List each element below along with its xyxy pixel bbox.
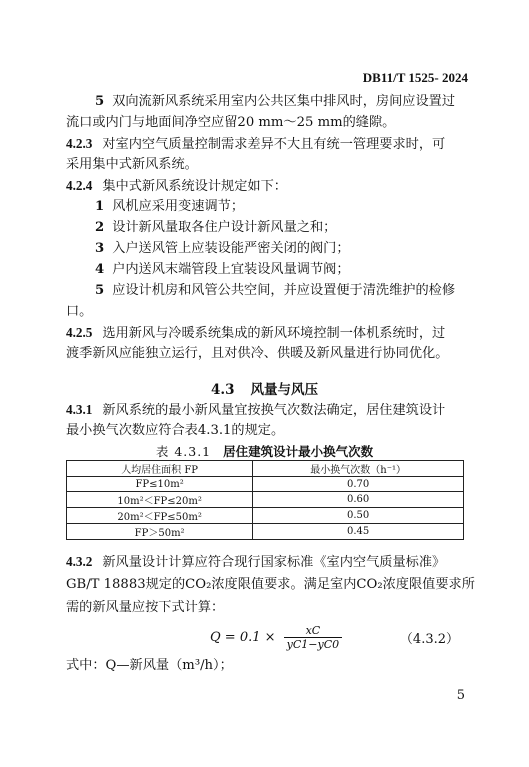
table-caption <box>0 442 529 460</box>
list-item <box>95 197 495 216</box>
text-line: 渡季新风应能独立运行，且对供冷、供暖及新风量进行协同优化。 <box>66 346 449 361</box>
formula-numerator: xC <box>284 624 342 638</box>
list-item <box>95 260 495 279</box>
item-text: 风机应采用变速调节； <box>112 199 245 214</box>
clause-text: 选用新风与冷暖系统集成的新风环境控制一体机系统时，过 <box>102 326 446 341</box>
section-number: 4.3 <box>211 382 235 398</box>
list-item <box>95 92 495 111</box>
clause-number: 4.3.2 <box>66 554 93 569</box>
clause-text: 对室内空气质量控制需求差异不大且有统一管理要求时，可 <box>102 137 446 152</box>
list-item <box>95 218 495 237</box>
clause-number: 4.2.5 <box>66 325 93 340</box>
section-title: 风量与风压 <box>250 382 318 398</box>
item-number: 1 <box>95 199 105 214</box>
item-text: 入户送风管上应装设能严密关闭的阀门； <box>112 241 350 256</box>
item-text: 应设计机房和风管公共空间，并应设置便于清洗维护的检修 <box>112 283 456 298</box>
item-number: 3 <box>95 241 105 256</box>
formula-lhs: Q = 0.1 × <box>210 630 276 645</box>
formula <box>210 624 342 651</box>
table-cell: 20m²＜FP≤50m² <box>67 508 253 524</box>
table-cell: 0.45 <box>253 524 464 540</box>
table-cell: FP＞50m² <box>67 524 253 540</box>
text-line: 需的新风量应按下式计算： <box>66 600 225 615</box>
clause-text: 新风量设计计算应符合现行国家标准《室内空气质量标准》 <box>102 555 446 570</box>
clause-number: 4.2.3 <box>66 136 93 151</box>
table-title: 居住建筑设计最小换气次数 <box>223 444 374 459</box>
table-cell: 0.60 <box>253 492 464 508</box>
table-cell: FP≤10m² <box>67 477 253 492</box>
clause-4-2-4 <box>66 176 466 196</box>
formula-denominator: yC1−yC0 <box>286 638 340 651</box>
where-line: 式中：Q—新风量（m³/h）； <box>66 658 233 673</box>
item-text: 户内送风末端管段上宜装设风量调节阀； <box>112 262 350 277</box>
item-text: 双向流新风系统采用室内公共区集中排风时，房间应设置过 <box>112 94 456 109</box>
clause-text: 集中式新风系统设计规定如下： <box>102 179 287 194</box>
list-item <box>95 239 495 258</box>
column-header: 最小换气次数（h⁻¹） <box>253 461 464 477</box>
clause-4-3-1 <box>66 400 466 420</box>
section-heading <box>0 378 529 398</box>
clause-number: 4.2.4 <box>66 178 93 193</box>
list-item <box>95 281 495 300</box>
column-header: 人均居住面积 FP <box>67 461 253 477</box>
table-cell: 10m²＜FP≤20m² <box>67 492 253 508</box>
table-row <box>67 492 464 508</box>
air-change-table <box>66 460 464 540</box>
clause-text: 新风系统的最小新风量宜按换气次数法确定，居住建筑设计 <box>102 403 446 418</box>
item-number: 2 <box>95 220 105 235</box>
equation-number: （4.3.2） <box>399 632 459 647</box>
table-number: 表 4.3.1 <box>155 444 212 459</box>
clause-number: 4.3.1 <box>66 402 93 417</box>
item-number: 4 <box>95 262 105 277</box>
item-number: 5 <box>95 283 105 298</box>
table-cell: 0.70 <box>253 477 464 492</box>
clause-4-2-3 <box>66 134 466 154</box>
text-line: 流口或内门与地面间净空应留20 mm～25 mm的缝隙。 <box>66 115 396 130</box>
page-number: 5 <box>456 688 465 703</box>
table-row <box>67 508 464 524</box>
table-header-row <box>67 461 464 477</box>
clause-4-2-5 <box>66 323 466 343</box>
table-cell: 0.50 <box>253 508 464 524</box>
item-number: 5 <box>95 94 105 109</box>
standard-code-header: DB11/T 1525- 2024 <box>362 70 468 85</box>
item-text: 设计新风量取各住户设计新风量之和； <box>112 220 337 235</box>
clause-4-3-2 <box>66 552 466 572</box>
text-line: 最小换气次数应符合表4.3.1的规定。 <box>66 423 285 438</box>
table-row <box>67 524 464 540</box>
text-line: 采用集中式新风系统。 <box>66 157 198 172</box>
table-row <box>67 477 464 492</box>
text-line: 口。 <box>66 304 93 319</box>
text-line: GB/T 18883规定的CO₂浓度限值要求。满足室内CO₂浓度限值要求所 <box>66 577 475 592</box>
formula-fraction <box>284 624 342 651</box>
